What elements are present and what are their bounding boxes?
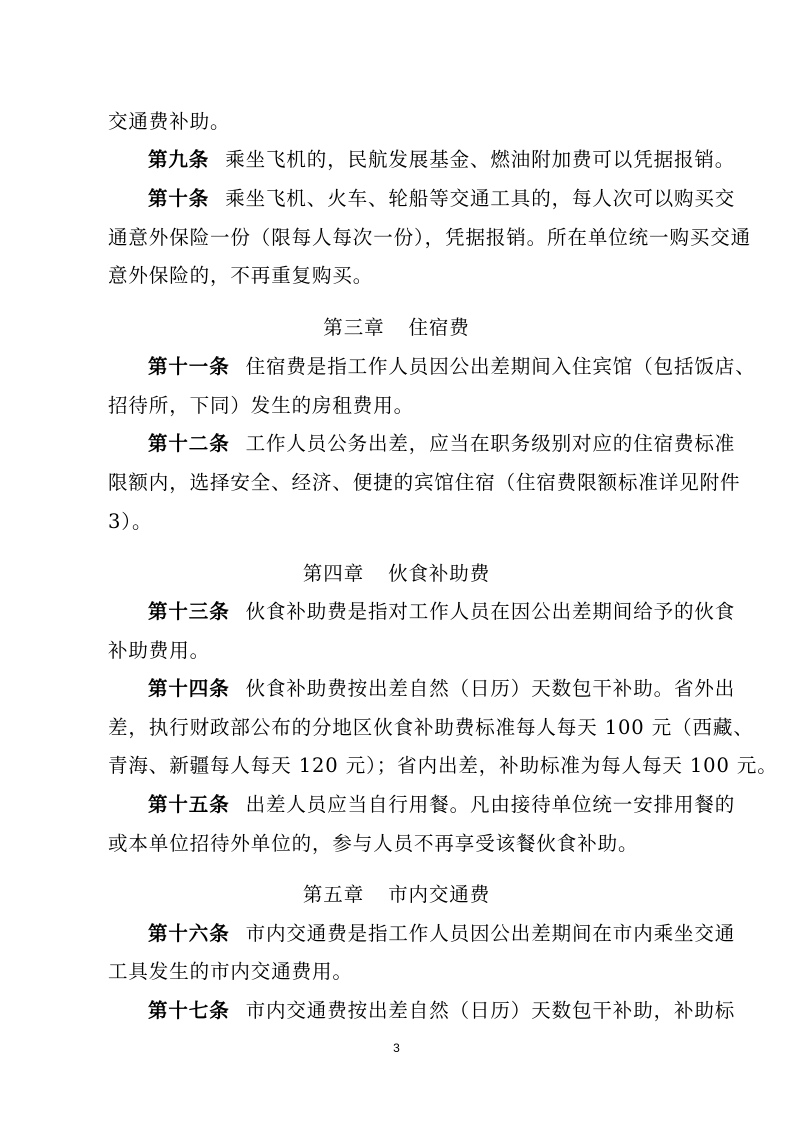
chapter-title: 伙食补助费 <box>388 562 491 585</box>
article-label: 第十五条 <box>148 793 230 816</box>
article-line <box>148 430 735 458</box>
article-line <box>148 353 756 381</box>
text-line <box>108 224 751 252</box>
text-line <box>108 508 152 536</box>
line-text: 3）。 <box>108 510 153 533</box>
article-label: 第十条 <box>148 187 210 210</box>
chapter-heading <box>0 560 793 588</box>
page-number: 3 <box>393 1041 400 1055</box>
chapter-heading <box>0 314 793 342</box>
text-line <box>108 108 230 136</box>
line-text: 意外保险的，不再重复购买。 <box>108 264 374 287</box>
line-text: 或本单位招待外单位的，参与人员不再享受该餐伙食补助。 <box>108 832 639 855</box>
article-label: 第十三条 <box>148 600 230 623</box>
article-label: 第十一条 <box>148 355 230 378</box>
article-label: 第十七条 <box>148 999 230 1022</box>
text-line <box>108 830 638 858</box>
chapter-number: 第三章 <box>323 316 385 339</box>
line-text: 限额内，选择安全、经济、便捷的宾馆住宿（住宿费限额标准详见附件 <box>108 471 741 494</box>
text-line <box>108 392 414 420</box>
line-text: 补助费用。 <box>108 639 211 662</box>
text-line <box>108 637 210 665</box>
article-label: 第十六条 <box>148 922 230 945</box>
text-line <box>108 958 353 986</box>
article-label: 第九条 <box>148 148 210 171</box>
article-line <box>148 997 735 1025</box>
line-text: 差，执行财政部公布的分地区伙食补助费标准每人每天 100 元（西藏、 <box>108 716 754 739</box>
line-text: 伙食补助费是指对工作人员在因公出差期间给予的伙食 <box>245 600 736 623</box>
line-text: 伙食补助费按出差自然（日历）天数包干补助。省外出 <box>245 677 736 700</box>
chapter-heading <box>0 881 793 909</box>
line-text: 青海、新疆每人每天 120 元）；省内出差，补助标准为每人每天 100 元。 <box>108 754 778 777</box>
line-text: 交通费补助。 <box>108 110 231 133</box>
article-line <box>148 791 735 819</box>
text-line <box>108 469 740 497</box>
line-text: 住宿费是指工作人员因公出差期间入住宾馆（包括饭店、 <box>245 355 756 378</box>
line-text: 市内交通费按出差自然（日历）天数包干补助，补助标 <box>245 999 736 1022</box>
article-line <box>148 146 735 174</box>
chapter-title: 市内交通费 <box>388 883 491 906</box>
line-text: 招待所，下同）发生的房租费用。 <box>108 394 415 417</box>
article-label: 第十四条 <box>148 677 230 700</box>
text-line <box>108 714 754 742</box>
article-line <box>148 598 735 626</box>
line-text: 工具发生的市内交通费用。 <box>108 960 353 983</box>
line-text: 乘坐飞机、火车、轮船等交通工具的，每人次可以购买交 <box>225 187 736 210</box>
chapter-title: 住宿费 <box>408 316 470 339</box>
line-text: 市内交通费是指工作人员因公出差期间在市内乘坐交通 <box>245 922 736 945</box>
chapter-number: 第五章 <box>302 883 365 906</box>
line-text: 出差人员应当自行用餐。凡由接待单位统一安排用餐的 <box>245 793 736 816</box>
line-text: 工作人员公务出差，应当在职务级别对应的住宿费标准 <box>245 432 736 455</box>
line-text: 通意外保险一份（限每人每次一份），凭据报销。所在单位统一购买交通 <box>108 226 752 249</box>
line-text: 乘坐飞机的，民航发展基金、燃油附加费可以凭据报销。 <box>225 148 736 171</box>
article-line <box>148 185 735 213</box>
article-line <box>148 675 735 703</box>
chapter-number: 第四章 <box>302 562 365 585</box>
article-line <box>148 920 735 948</box>
text-line <box>108 752 778 780</box>
article-label: 第十二条 <box>148 432 230 455</box>
text-line <box>108 262 373 290</box>
